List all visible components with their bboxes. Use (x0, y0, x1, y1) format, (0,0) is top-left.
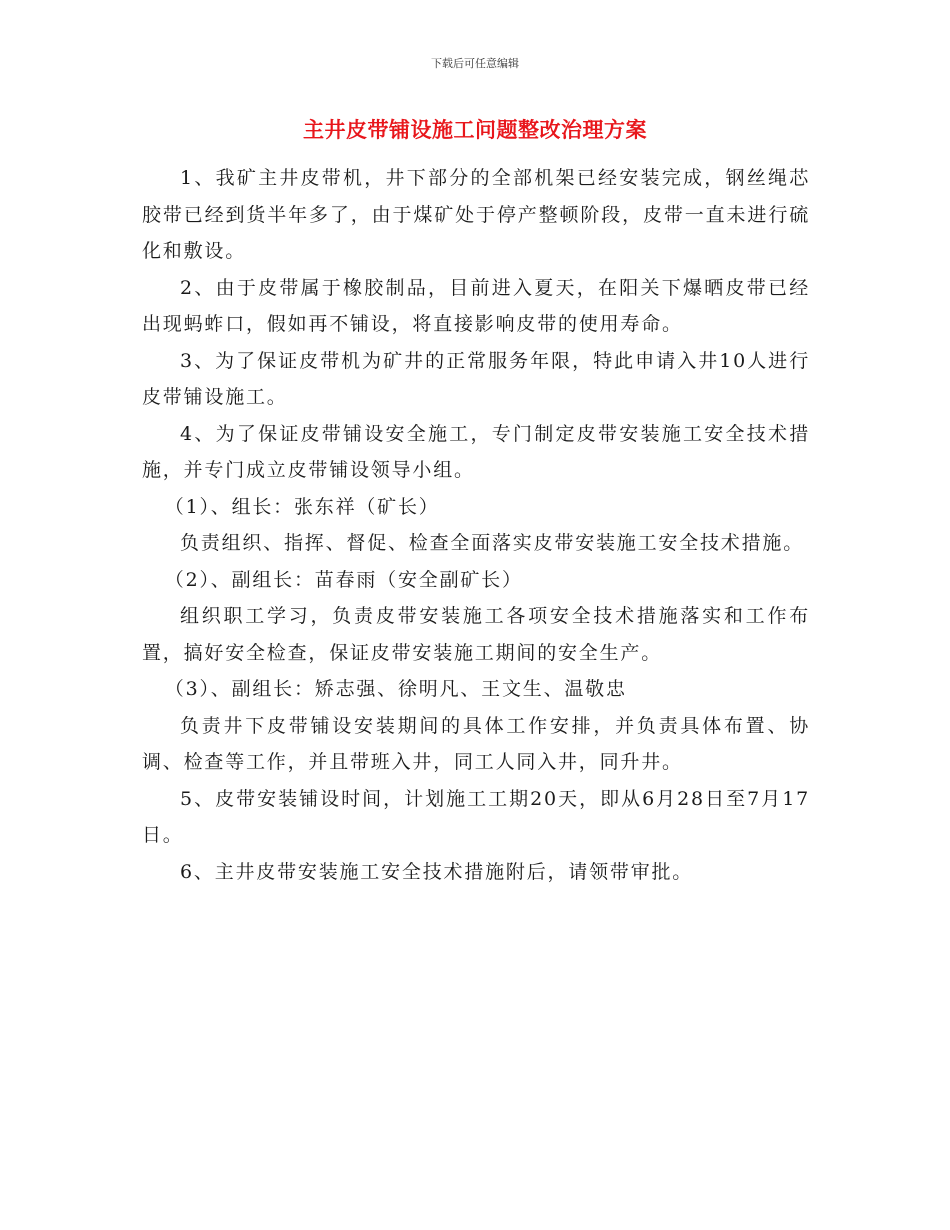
deputy-leaders-duty: 负责井下皮带铺设安装期间的具体工作安排，并负责具体布置、协调、检查等工作，并且带班入井，同工人同入井，同升井。 (142, 714, 810, 773)
deputy-leaders-heading: （3）、副组长：矫志强、徐明凡、王文生、温敬忠 (164, 678, 627, 700)
deputy-leader-heading: （2）、副组长：苗春雨（安全副矿长） (164, 568, 523, 591)
paragraph-item-1: 1、我矿主井皮带机，井下部分的全部机架已经安装完成，钢丝绳芯胶带已经到货半年多了，由于煤矿处于停产整顿阶段，皮带一直未进行硫化和敷设。 (142, 167, 810, 262)
paragraph-item-4: 4、为了保证皮带铺设安全施工，专门制定皮带安装施工安全技术措施，并专门成立皮带铺设领导小组。 (142, 422, 810, 481)
team-leader-duty: 负责组织、指挥、督促、检查全面落实皮带安装施工安全技术措施。 (180, 532, 805, 554)
paragraph-item-5: 5、皮带安装铺设时间，计划施工工期20天，即从6月28日至7月17日。 (142, 787, 810, 846)
team-leader-heading: （1）、组长：张东祥（矿长） (164, 495, 440, 518)
paragraph-item-3: 3、为了保证皮带机为矿井的正常服务年限，特此申请入井10人进行皮带铺设施工。 (142, 349, 810, 408)
deputy-leader-duty: 组织职工学习，负责皮带安装施工各项安全技术措施落实和工作布置，搞好安全检查，保证皮带安装施工期间的安全生产。 (142, 605, 810, 664)
header-note: 下载后可任意编辑 (431, 57, 519, 70)
paragraph-item-2: 2、由于皮带属于橡胶制品，目前进入夏天，在阳关下爆晒皮带已经出现蚂蚱口，假如再不铺设，将直接影响皮带的使用寿命。 (142, 276, 810, 335)
document-title: 主井皮带铺设施工问题整改治理方案 (303, 118, 647, 142)
paragraph-item-6: 6、主井皮带安装施工安全技术措施附后，请领带审批。 (180, 860, 694, 883)
document-body (142, 160, 810, 890)
